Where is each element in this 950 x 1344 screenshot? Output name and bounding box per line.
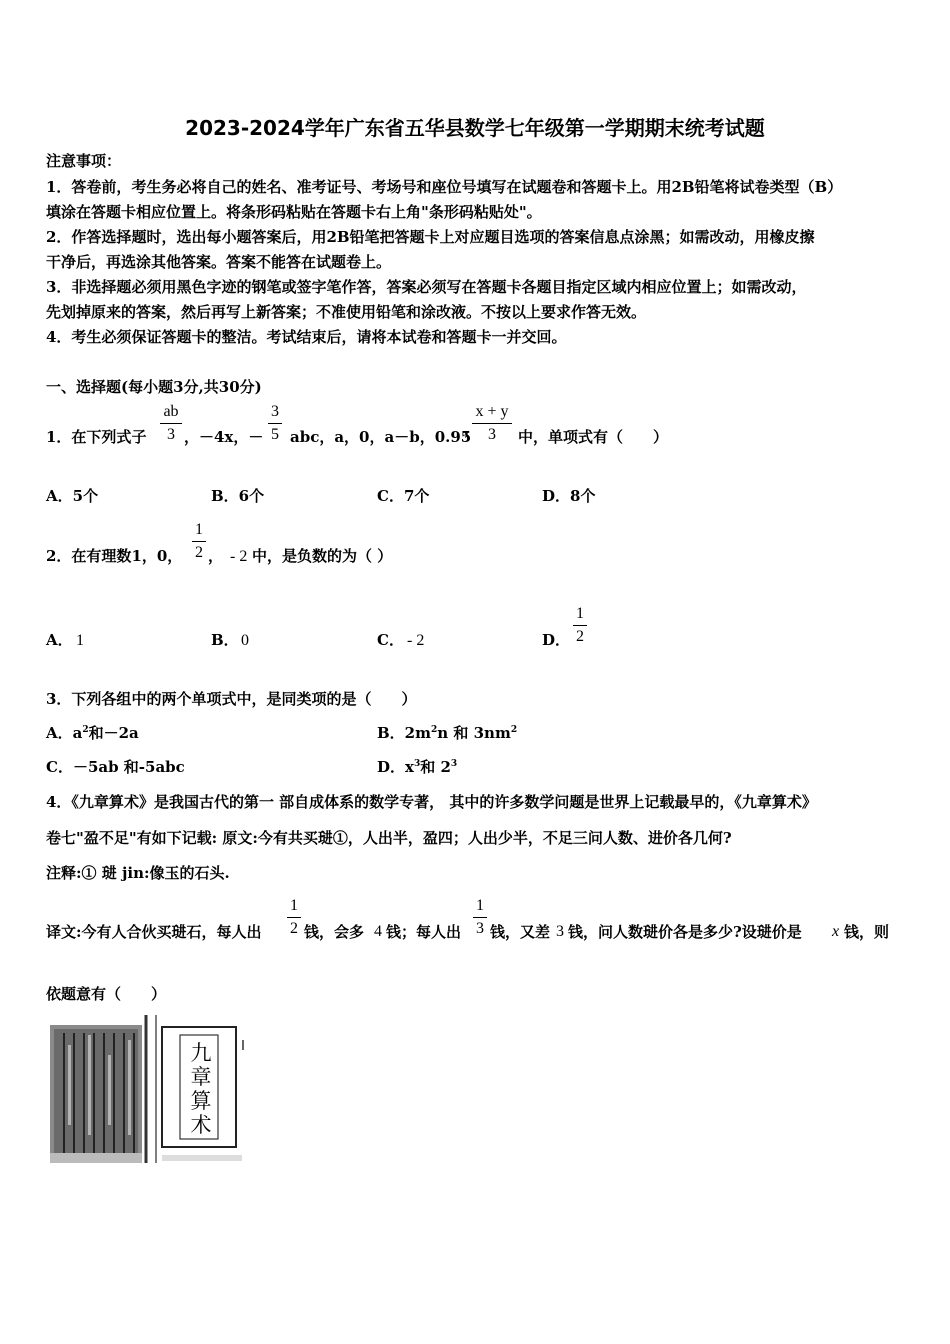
q4-translation-prefix: 译文:今有人合伙买琎石，每人出 xyxy=(46,923,262,941)
book-illustration xyxy=(50,1015,245,1165)
q3-option-d: D．$x^3$和 $2^3$ xyxy=(377,758,458,776)
q1-prefix: 1．在下列式子 xyxy=(46,428,147,446)
section-heading: 一、选择题(每小题3分,共30分) xyxy=(46,378,262,396)
q1-fraction-3: x + y 3 xyxy=(472,402,512,445)
q1-mid1: ，－4x，－ xyxy=(184,428,264,446)
q4-prompt: 依题意有（ ） xyxy=(46,985,167,1003)
book-title-text: 九章算术 xyxy=(190,1041,212,1137)
q4-translation-end: 钱，则 xyxy=(844,923,890,941)
q1-option-a: A．5个 xyxy=(46,487,99,505)
q3-option-b: B．$2m^2n$ 和 $3nm^2$ xyxy=(377,724,518,742)
q4-line1: 4．《九章算术》是我国古代的第一 部自成体系的数学专著， 其中的许多数学问题是世界上记载最早的，《九章算术》 xyxy=(46,793,817,811)
q4-note: 注释:① 琎 jin:像玉的石头. xyxy=(46,864,230,882)
q2-option-d-fraction: 1 2 xyxy=(573,604,587,647)
q4-translation-mid3: 钱，又差 xyxy=(490,923,551,941)
q2-option-a-label: A． xyxy=(46,631,73,649)
q1-option-d: D．8个 xyxy=(542,487,596,505)
q2-option-c-value: - 2 xyxy=(407,632,425,649)
q2-option-c-label: C． xyxy=(377,631,404,649)
notice-line: 先划掉原来的答案，然后再写上新答案；不准使用铅笔和涂改液。不按以上要求作答无效。 xyxy=(46,303,647,321)
q2-option-b-value: 0 xyxy=(241,632,249,649)
q2-option-b-label: B． xyxy=(211,631,239,649)
q4-fraction-half: 1 2 xyxy=(287,896,301,939)
q4-translation-mid1: 钱，会多 xyxy=(304,923,365,941)
q4-translation-mid2: 钱；每人出 xyxy=(386,923,462,941)
notice-line: 1．答卷前，考生务必将自己的姓名、准考证号、考场号和座位号填写在试题卷和答题卡上。用2B铅笔将试卷类型（B） xyxy=(46,178,843,196)
q2-neg-two: - 2 xyxy=(230,548,248,565)
q4-variable-x: x xyxy=(832,923,840,940)
q1-fraction-2: 3 5 xyxy=(268,402,282,445)
q4-number-four: 4 xyxy=(374,923,382,940)
q1-fraction-1: ab 3 xyxy=(160,402,182,445)
q4-line2: 卷七"盈不足"有如下记载: 原文:今有共买琎①，人出半，盈四；人出少半，不足三问人数、进价各几何? xyxy=(46,829,732,847)
q4-number-three: 3 xyxy=(556,923,564,940)
q1-comma: ， xyxy=(464,420,480,438)
notice-line: 4．考生必须保证答题卡的整洁。考试结束后，请将本试卷和答题卡一并交回。 xyxy=(46,328,567,346)
q2-option-a-value: 1 xyxy=(76,632,84,649)
q2-fraction: 1 2 xyxy=(192,520,206,563)
notice-heading: 注意事项： xyxy=(46,152,122,170)
q4-fraction-third: 1 3 xyxy=(473,896,487,939)
notice-line: 3．非选择题必须用黑色字迹的钢笔或签字笔作答，答案必须写在答题卡各题目指定区域内相应位置上；如需改动， xyxy=(46,278,807,296)
notice-line: 填涂在答题卡相应位置上。将条形码粘贴在答题卡右上角"条形码粘贴处"。 xyxy=(46,203,542,221)
notice-line: 2．作答选择题时，选出每小题答案后，用2B铅笔把答题卡上对应题目选项的答案信息点涂黑；如需改动，用橡皮擦 xyxy=(46,228,815,246)
q3-stem: 3．下列各组中的两个单项式中，是同类项的是（ ） xyxy=(46,690,417,708)
q2-suffix: 中，是负数的为（ ） xyxy=(252,547,393,565)
q1-option-c: C．7个 xyxy=(377,487,430,505)
q1-mid2: abc，a，0，a－b，0.95 xyxy=(290,428,472,446)
q2-prefix: 2．在有理数1，0， xyxy=(46,547,183,565)
q1-option-b: B．6个 xyxy=(211,487,265,505)
q4-translation-mid4: 钱，问人数琎价各是多少?设琎价是 xyxy=(568,923,802,941)
page-title: 2023-2024学年广东省五华县数学七年级第一学期期末统考试题 xyxy=(185,116,765,140)
q1-suffix: 中，单项式有（ ） xyxy=(518,428,669,446)
q3-option-a: A．$a^2$和－2a xyxy=(46,724,139,742)
notice-line: 干净后，再选涂其他答案。答案不能答在试题卷上。 xyxy=(46,253,392,271)
q2-comma: ， xyxy=(208,547,224,565)
q2-option-d-label: D． xyxy=(542,631,571,649)
q3-option-c: C．－5ab 和-5abc xyxy=(46,758,185,776)
